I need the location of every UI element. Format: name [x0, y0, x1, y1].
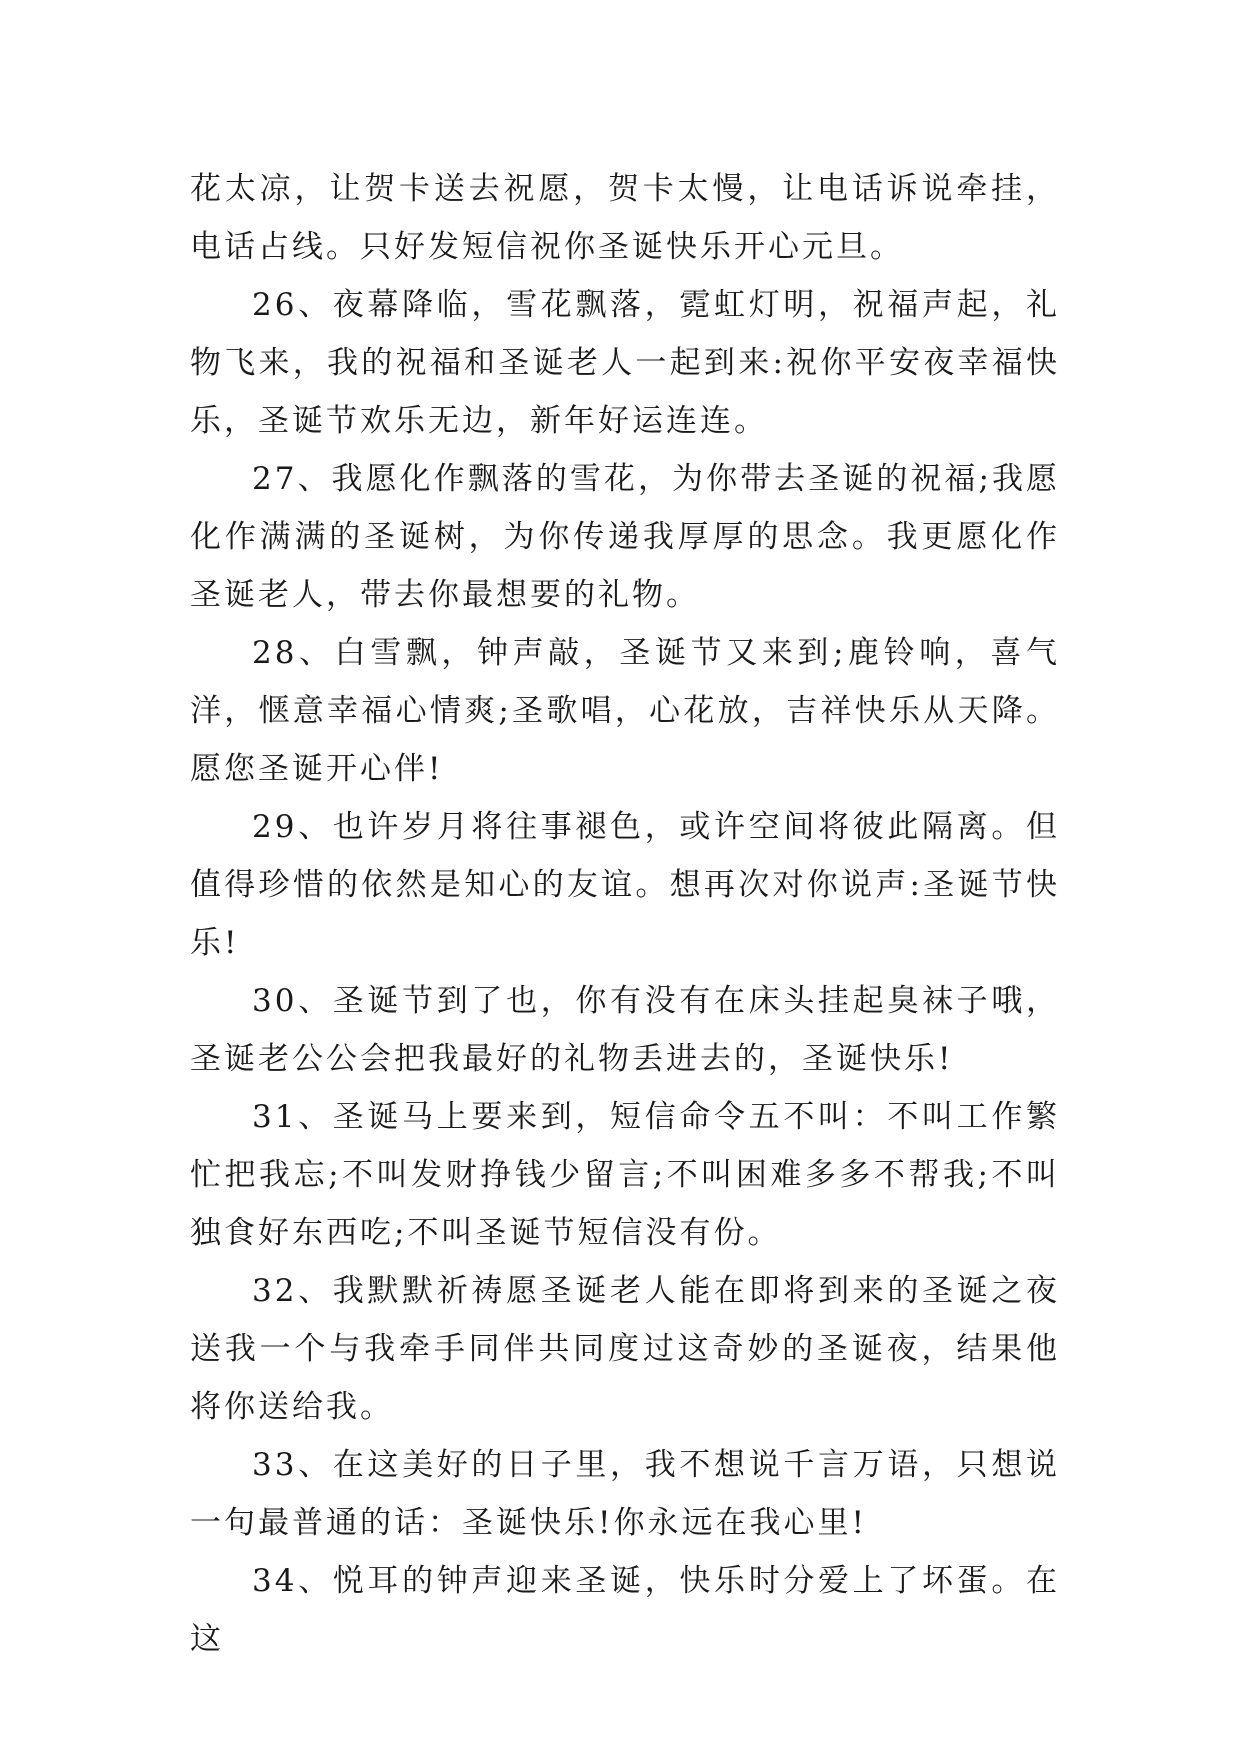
paragraph-30: 30、圣诞节到了也，你有没有在床头挂起臭袜子哦，圣诞老公公会把我最好的礼物丢进去的，圣诞快乐!: [190, 983, 1060, 1077]
paragraph-27: 27、我愿化作飘落的雪花，为你带去圣诞的祝福;我愿化作满满的圣诞树，为你传递我厚厚的思念。我更愿化作圣诞老人，带去你最想要的礼物。: [190, 461, 1060, 613]
paragraph-34: 34、悦耳的钟声迎来圣诞，快乐时分爱上了坏蛋。在这: [190, 1563, 1060, 1657]
paragraph-33: 33、在这美好的日子里，我不想说千言万语，只想说一句最普通的话：圣诞快乐!你永远在我心里!: [190, 1447, 1060, 1541]
document-body: [190, 160, 1060, 1668]
paragraph-29: 29、也许岁月将往事褪色，或许空间将彼此隔离。但值得珍惜的依然是知心的友谊。想再次对你说声:圣诞节快乐!: [190, 809, 1060, 961]
paragraph-31: 31、圣诞马上要来到，短信命令五不叫：不叫工作繁忙把我忘;不叫发财挣钱少留言;不叫困难多多不帮我;不叫独食好东西吃;不叫圣诞节短信没有份。: [190, 1099, 1060, 1251]
paragraph-continuation: 花太凉，让贺卡送去祝愿，贺卡太慢，让电话诉说牵挂，电话占线。只好发短信祝你圣诞快乐开心元旦。: [190, 171, 1060, 265]
paragraph-28: 28、白雪飘，钟声敲，圣诞节又来到;鹿铃响，喜气洋，惬意幸福心情爽;圣歌唱，心花放，吉祥快乐从天降。愿您圣诞开心伴!: [190, 635, 1060, 787]
paragraph-26: 26、夜幕降临，雪花飘落，霓虹灯明，祝福声起，礼物飞来，我的祝福和圣诞老人一起到来:祝你平安夜幸福快乐，圣诞节欢乐无边，新年好运连连。: [190, 287, 1060, 439]
paragraph-32: 32、我默默祈祷愿圣诞老人能在即将到来的圣诞之夜送我一个与我牵手同伴共同度过这奇妙的圣诞夜，结果他将你送给我。: [190, 1273, 1060, 1425]
